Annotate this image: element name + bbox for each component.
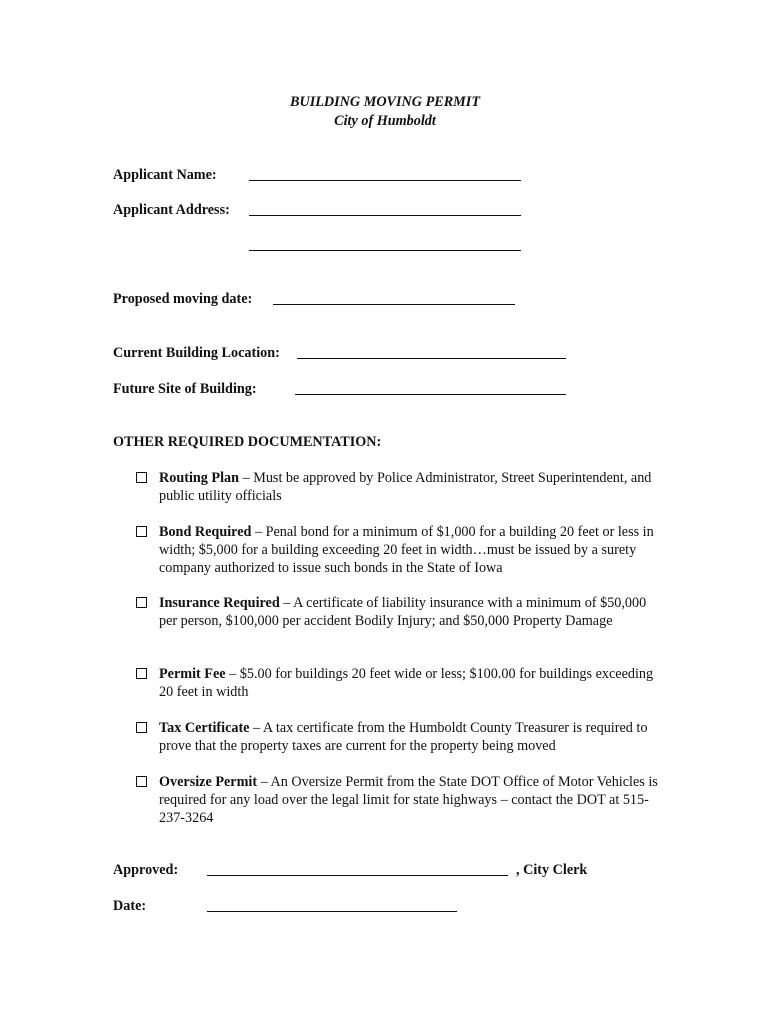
applicant-address-line-2[interactable]: [249, 250, 521, 251]
insurance-required-checkbox[interactable]: [136, 597, 147, 608]
future-site-label: Future Site of Building:: [113, 381, 257, 397]
future-site-line[interactable]: [295, 394, 566, 395]
doc-item-text: – An Oversize Permit from the State DOT Office of Motor Vehicles is required for any load over the legal limit for state highways – contact the DOT at 515-237-3264: [159, 774, 658, 826]
form-subtitle: City of Humboldt: [334, 113, 436, 129]
permit-fee-checkbox[interactable]: [136, 668, 147, 679]
doc-item-title: Oversize Permit: [159, 774, 258, 790]
tax-certificate-checkbox[interactable]: [136, 722, 147, 733]
documentation-heading: OTHER REQUIRED DOCUMENTATION:: [113, 434, 382, 450]
doc-item-text: – $5.00 for buildings 20 feet wide or less; $100.00 for buildings exceeding 20 feet in width: [159, 666, 654, 700]
date-label: Date:: [113, 898, 147, 914]
doc-item-text: – A tax certificate from the Humboldt County Treasurer is required to prove that the property taxes are current for the property being moved: [159, 720, 648, 754]
city-clerk-label: , City Clerk: [516, 862, 588, 878]
doc-item-text: – Penal bond for a minimum of $1,000 for a building 20 feet or less in width; $5,000 for a building exceeding 20 feet in width…must be issued by a surety company authorized to issue such bonds in the State of Iowa: [159, 524, 654, 576]
doc-item-title: Insurance Required: [159, 595, 280, 611]
routing-plan-checkbox[interactable]: [136, 472, 147, 483]
doc-item-title: Permit Fee: [159, 666, 226, 682]
approved-signature-line[interactable]: [207, 875, 508, 876]
applicant-name-line[interactable]: [249, 180, 521, 181]
applicant-address-label: Applicant Address:: [113, 202, 230, 218]
form-title: BUILDING MOVING PERMIT: [290, 94, 480, 110]
proposed-moving-date-line[interactable]: [273, 304, 515, 305]
doc-item-text: – A certificate of liability insurance with a minimum of $50,000 per person, $100,000 per accident Bodily Injury; and $50,000 Property Damage: [159, 595, 647, 629]
doc-item-title: Tax Certificate: [159, 720, 250, 736]
doc-item-text: – Must be approved by Police Administrator, Street Superintendent, and public utility officials: [159, 470, 652, 504]
date-line[interactable]: [207, 911, 457, 912]
approved-label: Approved:: [113, 862, 179, 878]
current-location-line[interactable]: [297, 358, 566, 359]
oversize-permit-checkbox[interactable]: [136, 776, 147, 787]
current-location-label: Current Building Location:: [113, 345, 280, 361]
applicant-name-label: Applicant Name:: [113, 167, 217, 183]
bond-required-checkbox[interactable]: [136, 526, 147, 537]
proposed-moving-date-label: Proposed moving date:: [113, 291, 253, 307]
doc-item-title: Routing Plan: [159, 470, 240, 486]
applicant-address-line-1[interactable]: [249, 215, 521, 216]
doc-item-title: Bond Required: [159, 524, 252, 540]
